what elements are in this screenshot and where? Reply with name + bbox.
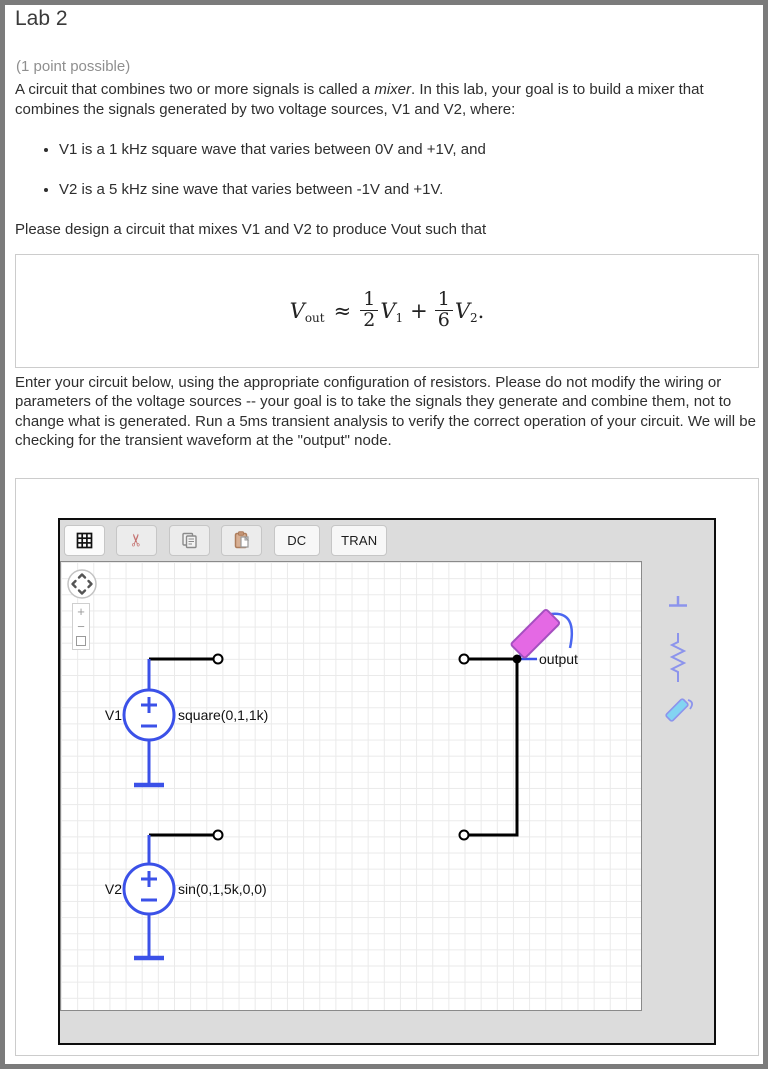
terminal-output-bottom[interactable] bbox=[460, 830, 469, 839]
fraction-half: $\frac{1}{2}$ bbox=[360, 290, 378, 331]
copy-button[interactable] bbox=[169, 525, 210, 556]
formula-lhs-sub: out bbox=[304, 310, 325, 325]
parts-bin bbox=[644, 561, 714, 1009]
v2-value-label: sin(0,1,5k,0,0) bbox=[178, 880, 267, 897]
schematic-editor-widget bbox=[58, 518, 716, 1045]
fraction-sixth: $\frac{1}{6}$ bbox=[435, 290, 453, 331]
terminal-v2[interactable] bbox=[214, 830, 223, 839]
circuit-exercise-box bbox=[15, 478, 759, 1056]
v1-value-label: square(0,1,1k) bbox=[178, 706, 269, 723]
output-node-label: output bbox=[539, 650, 578, 667]
design-prompt: Please design a circuit that mixes V1 and V2 to produce Vout such that bbox=[15, 221, 487, 238]
circuit-labels bbox=[105, 651, 578, 897]
grid-icon bbox=[76, 532, 93, 549]
v1-name-label: V1 bbox=[104, 706, 122, 723]
voltage-sources[interactable] bbox=[124, 652, 537, 958]
circuit-drawing bbox=[61, 562, 641, 1010]
zoom-out-button[interactable]: − bbox=[77, 618, 85, 634]
instructions-paragraph: Enter your circuit below, using the appropriate configuration of resistors. Please do not modify the wiring or parameters of the voltage sources -- your goal is to take the signals they generate and combine them, not to change what is generated. Run a 5ms transient analysis to verify the correct operation of your circuit. We will be checking for the transient waveform at the "output" node. bbox=[15, 373, 756, 449]
page-title: Lab 2 bbox=[15, 7, 68, 30]
intro-pre: A circuit that combines two or more signals is called a bbox=[15, 81, 375, 98]
lab-page bbox=[5, 5, 763, 1064]
intro-paragraph bbox=[15, 80, 757, 119]
parts-bin-ground[interactable] bbox=[669, 596, 687, 606]
zoom-control bbox=[72, 603, 90, 650]
signal-list bbox=[11, 140, 757, 199]
v2-name-label: V2 bbox=[104, 880, 122, 897]
cut-button[interactable] bbox=[116, 525, 157, 556]
black-wires[interactable] bbox=[149, 657, 517, 836]
formula-period: . bbox=[477, 298, 485, 323]
terminal-output-top[interactable] bbox=[460, 654, 469, 663]
list-item-v1: • V1 is a 1 kHz square wave that varies between 0V and +1V, and bbox=[59, 140, 757, 159]
schematic-canvas[interactable] bbox=[60, 561, 642, 1011]
zoom-in-button[interactable]: + bbox=[77, 603, 85, 619]
paste-button[interactable] bbox=[221, 525, 262, 556]
parts-bin-probe[interactable] bbox=[665, 698, 692, 721]
pan-control-icon bbox=[66, 568, 98, 600]
intro-emphasis: mixer bbox=[374, 81, 411, 98]
copy-icon bbox=[181, 532, 198, 549]
zoom-fit-button[interactable] bbox=[73, 634, 89, 649]
tran-analysis-button[interactable]: TRAN bbox=[331, 525, 387, 556]
pan-control[interactable] bbox=[66, 568, 98, 600]
formula-box bbox=[15, 254, 759, 368]
bin-probe-body bbox=[665, 698, 688, 721]
source-v2[interactable] bbox=[124, 835, 174, 958]
formula-v1-sub: 1 bbox=[395, 310, 404, 325]
scissors-icon: ✂ bbox=[126, 532, 146, 548]
plus-symbol: + bbox=[410, 298, 428, 323]
zoom-fit-icon bbox=[76, 636, 86, 646]
approx-symbol: ≈ bbox=[333, 298, 352, 323]
points-note: (1 point possible) bbox=[16, 58, 131, 75]
formula-v1: V bbox=[380, 298, 396, 323]
dc-analysis-button[interactable]: DC bbox=[274, 525, 320, 556]
terminal-v1[interactable] bbox=[214, 654, 223, 663]
formula-lhs: V bbox=[289, 298, 305, 323]
formula-v2-sub: 2 bbox=[470, 310, 478, 325]
source-v1[interactable] bbox=[124, 659, 174, 785]
paste-icon bbox=[234, 531, 250, 549]
formula bbox=[290, 290, 485, 331]
output-junction-dot[interactable] bbox=[513, 654, 522, 663]
list-item-v2: • V2 is a 5 kHz sine wave that varies between -1V and +1V. bbox=[59, 180, 757, 199]
intro-post: . In this lab, your goal is to build a mixer that combines the signals generated by two voltage sources, V1 and V2, where: bbox=[15, 81, 704, 118]
schematic-toolbar bbox=[60, 520, 714, 556]
parts-bin-resistor[interactable] bbox=[672, 633, 684, 682]
grid-toggle-button[interactable] bbox=[64, 525, 105, 556]
formula-v2: V bbox=[454, 298, 470, 323]
terminals[interactable] bbox=[214, 654, 469, 839]
